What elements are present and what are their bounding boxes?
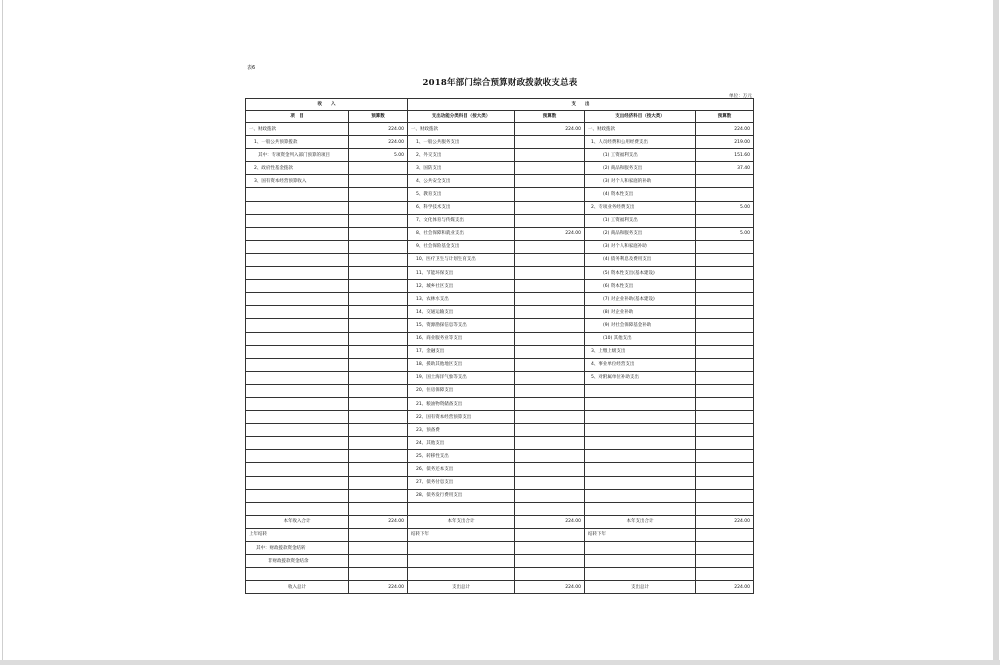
econ-value [696, 424, 754, 437]
econ-value [696, 397, 754, 410]
func-value [515, 332, 585, 345]
carry-sub-row-1 [246, 542, 754, 555]
func-value [515, 201, 585, 214]
econ-value [696, 502, 754, 515]
econ-item [585, 463, 696, 476]
econ-value [696, 253, 754, 266]
expense-year-total-value: 224.00 [515, 515, 585, 528]
carry-next-label: 结转下年 [585, 528, 696, 541]
econ-value [696, 358, 754, 371]
table-row [246, 253, 754, 266]
table-row [246, 319, 754, 332]
func-value [515, 384, 585, 397]
econ-year-total-label: 本年支出合计 [585, 515, 696, 528]
income-value [349, 384, 408, 397]
income-value [349, 411, 408, 424]
econ-value [696, 332, 754, 345]
func-item: 15、资源勘探信息等支出 [408, 319, 515, 332]
func-value [515, 450, 585, 463]
income-value [349, 201, 408, 214]
income-item [246, 267, 349, 280]
table-row [246, 371, 754, 384]
header-row-2 [246, 111, 754, 123]
income-value [349, 175, 408, 188]
income-value [349, 293, 408, 306]
income-value [349, 476, 408, 489]
econ-item: (1) 工资福利支出 [585, 214, 696, 227]
income-value: 5.00 [349, 149, 408, 162]
table-row [246, 502, 754, 515]
income-item [246, 345, 349, 358]
econ-value [696, 476, 754, 489]
func-item: 一、财政拨款 [408, 123, 515, 136]
econ-item [585, 437, 696, 450]
func-value [515, 397, 585, 410]
econ-item: (5) 资本性支出(基本建设) [585, 267, 696, 280]
func-item: 21、粮油物资储备支出 [408, 397, 515, 410]
econ-year-total-value: 224.00 [696, 515, 754, 528]
income-value [349, 371, 408, 384]
income-value: 224.00 [349, 136, 408, 149]
econ-item: (9) 对社会保障基金补助 [585, 319, 696, 332]
func-item: 9、社会保险基金支出 [408, 240, 515, 253]
econ-item: (7) 对企业补助(基本建设) [585, 293, 696, 306]
table-row [246, 358, 754, 371]
econ-value: 224.00 [696, 123, 754, 136]
func-value [515, 293, 585, 306]
econ-value: 37.40 [696, 162, 754, 175]
bottom-edge [0, 660, 1000, 665]
income-item [246, 411, 349, 424]
func-value [515, 502, 585, 515]
func-value [515, 267, 585, 280]
income-value [349, 188, 408, 201]
income-header: 收 入 [246, 99, 408, 111]
func-value [515, 411, 585, 424]
income-item [246, 424, 349, 437]
income-item [246, 319, 349, 332]
func-item: 19、国土海洋气象等支出 [408, 371, 515, 384]
econ-value [696, 306, 754, 319]
income-item [246, 450, 349, 463]
table-row [246, 489, 754, 502]
econ-item [585, 411, 696, 424]
income-value [349, 502, 408, 515]
grand-total-row [246, 581, 754, 594]
carry-next-label: 结转下年 [408, 528, 515, 541]
income-value [349, 214, 408, 227]
income-item [246, 489, 349, 502]
econ-value: 151.60 [696, 149, 754, 162]
func-value [515, 358, 585, 371]
econ-item: (4) 债务利息及费用支出 [585, 253, 696, 266]
econ-value [696, 463, 754, 476]
func-item: 25、转移性支出 [408, 450, 515, 463]
func-value [515, 437, 585, 450]
table-row [246, 136, 754, 149]
left-edge [2, 0, 3, 665]
econ-item: 5、对附属单位补助支出 [585, 371, 696, 384]
income-item: 3、国有资本经营预算收入 [246, 175, 349, 188]
econ-item: (6) 资本性支出 [585, 280, 696, 293]
func-item [408, 502, 515, 515]
func-value [515, 162, 585, 175]
income-grand-total-label: 收入总计 [246, 581, 349, 594]
income-value [349, 306, 408, 319]
income-item [246, 214, 349, 227]
econ-value [696, 411, 754, 424]
header-row-1 [246, 99, 754, 111]
blank-row [246, 568, 754, 581]
func-item: 16、商业服务业等支出 [408, 332, 515, 345]
expense-grand-total-label: 支出总计 [408, 581, 515, 594]
table-row [246, 149, 754, 162]
income-value [349, 253, 408, 266]
table-cell [696, 528, 754, 541]
econ-item [585, 502, 696, 515]
table-row [246, 397, 754, 410]
table-row [246, 175, 754, 188]
table-row [246, 476, 754, 489]
func-value [515, 476, 585, 489]
econ-value [696, 188, 754, 201]
carry-row [246, 528, 754, 541]
income-item [246, 332, 349, 345]
func-value [515, 463, 585, 476]
func-value [515, 280, 585, 293]
income-item [246, 397, 349, 410]
econ-value: 5.00 [696, 201, 754, 214]
econ-value [696, 437, 754, 450]
econ-value [696, 489, 754, 502]
econ-item: 一、财政拨款 [585, 123, 696, 136]
func-value [515, 188, 585, 201]
func-item: 14、交通运输支出 [408, 306, 515, 319]
unit-label: 单位：万元 [729, 94, 752, 99]
econ-item: (10) 其他支出 [585, 332, 696, 345]
budget-table [245, 98, 754, 594]
income-value [349, 397, 408, 410]
item-header: 项 目 [246, 111, 349, 123]
income-item: 一、财政拨款 [246, 123, 349, 136]
func-item: 13、农林水支出 [408, 293, 515, 306]
nonfiscal-carry-label: 非财政拨款资金结余 [246, 555, 349, 568]
income-value [349, 345, 408, 358]
income-value [349, 450, 408, 463]
func-value: 224.00 [515, 123, 585, 136]
income-item: 2、政府性基金拨款 [246, 162, 349, 175]
func-item: 22、国有资本经营预算支出 [408, 411, 515, 424]
func-item: 24、其他支出 [408, 437, 515, 450]
econ-value [696, 240, 754, 253]
budget-header: 预算数 [349, 111, 408, 123]
income-value [349, 280, 408, 293]
carry-sub-row-2 [246, 555, 754, 568]
income-value [349, 227, 408, 240]
func-item: 7、文化体育与传媒支出 [408, 214, 515, 227]
expense-grand-total-value: 224.00 [515, 581, 585, 594]
econ-item: (8) 对企业补助 [585, 306, 696, 319]
func-value [515, 175, 585, 188]
func-item: 4、公共安全支出 [408, 175, 515, 188]
income-item [246, 463, 349, 476]
func-item: 1、一般公共服务支出 [408, 136, 515, 149]
econ-item [585, 424, 696, 437]
income-item [246, 201, 349, 214]
func-value [515, 319, 585, 332]
econ-col-header: 支出经济科目（按大类） [585, 111, 696, 123]
func-value [515, 306, 585, 319]
table-row [246, 240, 754, 253]
econ-value [696, 319, 754, 332]
income-item [246, 253, 349, 266]
table-row [246, 411, 754, 424]
table-row [246, 214, 754, 227]
econ-item: (2) 商品和服务支出 [585, 227, 696, 240]
func-item: 10、医疗卫生与计划生育支出 [408, 253, 515, 266]
table-row [246, 424, 754, 437]
func-item: 26、债务还本支出 [408, 463, 515, 476]
income-value [349, 463, 408, 476]
func-item: 20、住房保障支出 [408, 384, 515, 397]
income-item [246, 371, 349, 384]
form-number: 表6 [247, 65, 256, 71]
income-item: 其中：专项资金列入部门预算的项目 [246, 149, 349, 162]
econ-item [585, 384, 696, 397]
func-item: 11、节能环保支出 [408, 267, 515, 280]
income-item: 1、一般公共预算拨款 [246, 136, 349, 149]
func-value [515, 136, 585, 149]
econ-item: (3) 对个人和家庭的补助 [585, 175, 696, 188]
econ-value: 5.00 [696, 227, 754, 240]
func-value [515, 214, 585, 227]
table-row [246, 332, 754, 345]
func-item: 28、债务发行费用支出 [408, 489, 515, 502]
func-item: 3、国防支出 [408, 162, 515, 175]
func-value [515, 371, 585, 384]
func-value [515, 253, 585, 266]
income-grand-total-value: 224.00 [349, 581, 408, 594]
table-row [246, 280, 754, 293]
econ-item: (3) 对个人和家庭补助 [585, 240, 696, 253]
income-item [246, 502, 349, 515]
func-value: 224.00 [515, 227, 585, 240]
income-value [349, 240, 408, 253]
table-row [246, 188, 754, 201]
econ-value [696, 214, 754, 227]
econ-value [696, 280, 754, 293]
econ-grand-total-label: 支出总计 [585, 581, 696, 594]
income-item [246, 293, 349, 306]
expense-header: 支 出 [408, 99, 754, 111]
expense-year-total-label: 本年支出合计 [408, 515, 515, 528]
table-cell [515, 528, 585, 541]
table-row [246, 306, 754, 319]
income-item [246, 188, 349, 201]
econ-item: 4、事业单位经营支出 [585, 358, 696, 371]
func-item: 18、援助其他地区支出 [408, 358, 515, 371]
budget-header: 预算数 [696, 111, 754, 123]
econ-value [696, 293, 754, 306]
table-row [246, 227, 754, 240]
func-item: 27、债务付息支出 [408, 476, 515, 489]
income-value [349, 437, 408, 450]
func-value [515, 149, 585, 162]
right-scrollbar[interactable] [993, 0, 999, 665]
income-item [246, 227, 349, 240]
econ-value [696, 450, 754, 463]
econ-value [696, 267, 754, 280]
econ-item: 2、专项业务经费支出 [585, 201, 696, 214]
econ-item [585, 489, 696, 502]
econ-value [696, 371, 754, 384]
table-row [246, 345, 754, 358]
econ-item: (2) 商品和服务支出 [585, 162, 696, 175]
table-cell [349, 528, 408, 541]
func-item: 8、社会保障和就业支出 [408, 227, 515, 240]
last-year-carry-label: 上年结转 [246, 528, 349, 541]
func-value [515, 489, 585, 502]
fiscal-carry-label: 其中：财政拨款资金结转 [246, 542, 349, 555]
table-row [246, 267, 754, 280]
econ-item [585, 397, 696, 410]
table-row [246, 463, 754, 476]
econ-item: (4) 资本性支出 [585, 188, 696, 201]
func-item: 2、外交支出 [408, 149, 515, 162]
econ-item: 1、人员经费和公用经费支出 [585, 136, 696, 149]
table-row [246, 162, 754, 175]
table-row [246, 384, 754, 397]
income-value [349, 267, 408, 280]
econ-item [585, 476, 696, 489]
income-value [349, 162, 408, 175]
income-item [246, 476, 349, 489]
econ-grand-total-value: 224.00 [696, 581, 754, 594]
income-item [246, 384, 349, 397]
income-year-total-label: 本年收入合计 [246, 515, 349, 528]
func-value [515, 424, 585, 437]
table-row [246, 450, 754, 463]
func-item: 12、城乡社区支出 [408, 280, 515, 293]
income-item [246, 280, 349, 293]
income-value [349, 489, 408, 502]
income-year-total-value: 224.00 [349, 515, 408, 528]
income-value [349, 358, 408, 371]
econ-value [696, 384, 754, 397]
year-total-row [246, 515, 754, 528]
income-item [246, 306, 349, 319]
table-row [246, 437, 754, 450]
func-item: 5、教育支出 [408, 188, 515, 201]
income-item [246, 437, 349, 450]
econ-item: (1) 工资福利支出 [585, 149, 696, 162]
income-value [349, 424, 408, 437]
page-title: 2018年部门综合预算财政拨款收支总表 [422, 78, 578, 88]
income-value [349, 332, 408, 345]
econ-value: 219.00 [696, 136, 754, 149]
table-row [246, 293, 754, 306]
func-item: 6、科学技术支出 [408, 201, 515, 214]
econ-value [696, 175, 754, 188]
func-item: 23、预备费 [408, 424, 515, 437]
econ-item: 3、上缴上级支出 [585, 345, 696, 358]
func-value [515, 345, 585, 358]
table-row [246, 201, 754, 214]
func-value [515, 240, 585, 253]
func-item: 17、金融支出 [408, 345, 515, 358]
income-item [246, 240, 349, 253]
budget-header: 预算数 [515, 111, 585, 123]
econ-value [696, 345, 754, 358]
income-value: 224.00 [349, 123, 408, 136]
income-value [349, 319, 408, 332]
table-row [246, 123, 754, 136]
func-col-header: 支出功能分类科目（按大类） [408, 111, 515, 123]
econ-item [585, 450, 696, 463]
income-item [246, 358, 349, 371]
